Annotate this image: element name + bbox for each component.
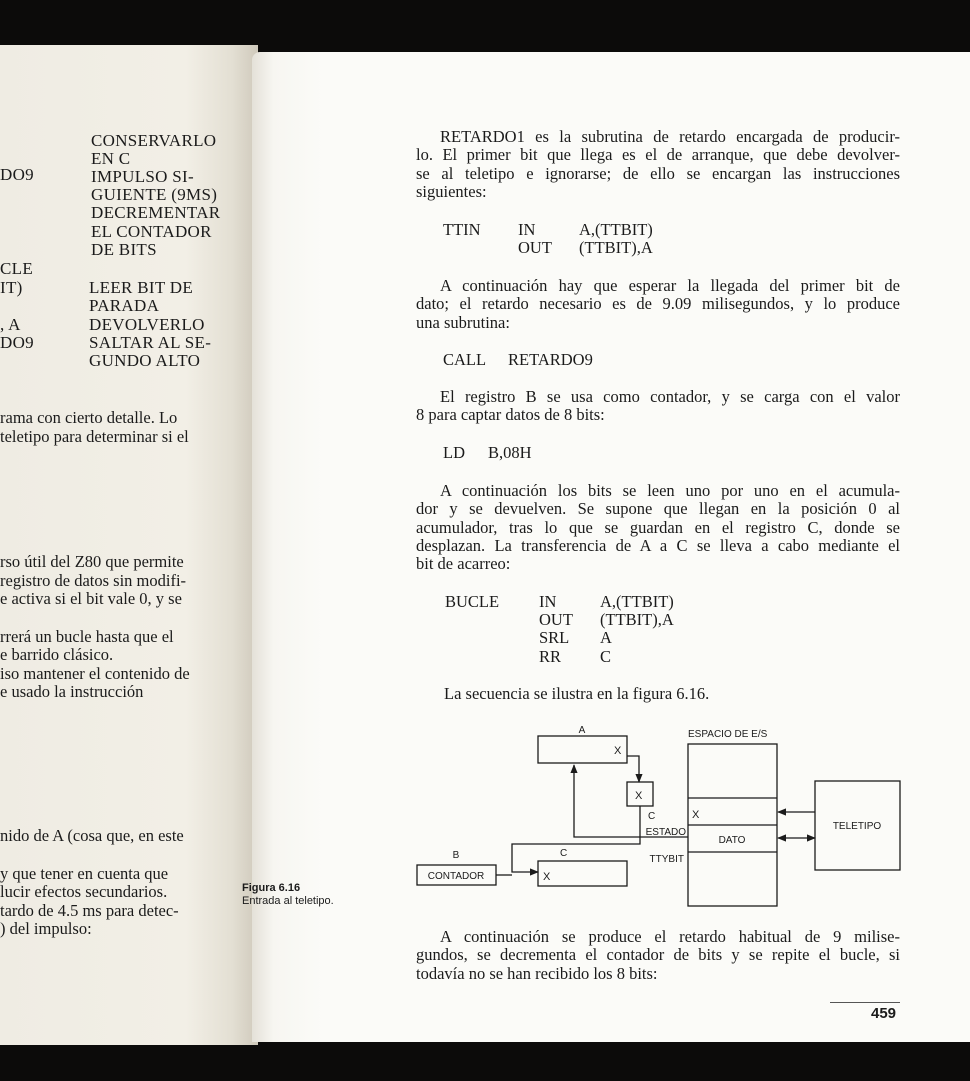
code-arg: (TTBIT),A (600, 610, 674, 629)
paragraph-5: La secuencia se ilustra en la figura 6.16. (444, 684, 710, 703)
code-comment: DE BITS (91, 240, 157, 259)
body-text-line: tardo de 4.5 ms para detec- (0, 901, 179, 920)
code-op: IN (518, 220, 536, 239)
code-arg: B,08H (488, 443, 532, 462)
ttybit-label: TTYBIT (649, 854, 684, 865)
body-text-line: registro de datos sin modifi- (0, 571, 187, 590)
code-op: OUT (518, 238, 552, 257)
contador-label: CONTADOR (427, 871, 485, 882)
body-text-line: teletipo para determinar si el (0, 427, 189, 446)
code-comment: EN C (91, 149, 131, 168)
register-a-label: A (578, 725, 586, 736)
paragraph-4: A continuación los bits se leen uno por uno en el acumula- dor y se devuelven. Se supone que llegan en la posición 0 al acumulador, tras lo que se guardan en el registro C, donde se desplazan. La transferencia de A a C se lleva a cabo mediante el bit de acarreo: (416, 481, 900, 574)
code-op: IN (539, 592, 557, 611)
code-op: OUT (539, 610, 573, 629)
code-arg: (TTBIT),A (579, 238, 653, 257)
code-comment: GUIENTE (9MS) (91, 185, 218, 204)
code-label: TTIN (443, 220, 481, 239)
body-text-line: e usado la instrucción (0, 682, 144, 701)
code-arg: A,(TTBIT) (600, 592, 674, 611)
body-text-line: rrerá un bucle hasta que el (0, 627, 174, 646)
carry-bit-x: X (635, 790, 643, 802)
code-comment: DECREMENTAR (91, 203, 221, 222)
figure-caption (242, 882, 334, 908)
register-b-label: B (452, 850, 460, 861)
register-c-box (538, 861, 627, 886)
teletipo-label: TELETIPO (832, 821, 882, 832)
code-op: CALL (443, 350, 487, 369)
body-text-line: ) del impulso: (0, 919, 92, 938)
code-op: RR (539, 647, 562, 666)
estado-label: ESTADO (645, 827, 686, 838)
body-text-line: rama con cierto detalle. Lo (0, 408, 178, 427)
io-bit-x: X (692, 809, 700, 821)
code-label: DO9 (0, 165, 34, 184)
body-text-line: rso útil del Z80 que permite (0, 552, 184, 571)
code-comment: SALTAR AL SE- (89, 333, 212, 352)
io-space-label: ESPACIO DE E/S (688, 729, 768, 740)
paragraph-3: El registro B se usa como contador, y se carga con el valor 8 para captar datos de 8 bits: (416, 387, 900, 425)
figure-caption-text: Entrada al teletipo. (242, 895, 334, 907)
code-label: DO9 (0, 333, 34, 352)
code-comment: IMPULSO SI- (91, 167, 194, 186)
paragraph-1: RETARDO1 es la subrutina de retardo encargada de producir- lo. El primer bit que llega es el de arranque, que debe devolver- se al teletipo e ignorarse; de ello se encargan las instrucciones siguientes: (416, 127, 900, 201)
left-page (0, 45, 258, 1045)
figure-caption-label: Figura 6.16 (242, 882, 301, 894)
right-page (242, 52, 970, 1042)
register-c-label: C (560, 848, 568, 859)
code-op: LD (443, 443, 465, 462)
code-comment: EL CONTADOR (91, 222, 212, 241)
body-text-line: y que tener en cuenta que (0, 864, 169, 883)
paragraph-6: A continuación se produce el retardo habitual de 9 milise- gundos, se decrementa el contador de bits y se repite el bucle, si todavía no se han recibido los 8 bits: (416, 927, 900, 983)
code-label: BUCLE (445, 592, 500, 611)
dato-label: DATO (718, 835, 746, 846)
figure-diagram (416, 722, 906, 962)
code-comment: PARADA (89, 296, 160, 315)
code-label: , A (0, 315, 21, 334)
page-number: 459 (871, 1005, 897, 1022)
body-text-line: nido de A (cosa que, en este (0, 826, 184, 845)
body-text-line: e activa si el bit vale 0, y se (0, 589, 182, 608)
code-comment: LEER BIT DE (89, 278, 194, 297)
code-comment: GUNDO ALTO (89, 351, 201, 370)
code-arg: RETARDO9 (508, 350, 593, 369)
code-arg: A (600, 628, 612, 647)
code-label: CLE (0, 259, 34, 278)
code-label: IT) (0, 278, 23, 297)
code-comment: DEVOLVERLO (89, 315, 205, 334)
code-arg: A,(TTBIT) (579, 220, 653, 239)
body-text-line: e barrido clásico. (0, 645, 114, 664)
footer-rule (830, 1002, 900, 1003)
paragraph-2: A continuación hay que esperar la llegada del primer bit de dato; el retardo necesario es de 9.09 milisegundos, y lo produce una subrutina: (416, 276, 900, 332)
register-a-bit-x: X (614, 745, 622, 757)
code-op: SRL (539, 628, 570, 647)
code-arg: C (600, 647, 612, 666)
carry-label: C (648, 811, 656, 822)
body-text-line: iso mantener el contenido de (0, 664, 190, 683)
body-text-line: lucir efectos secundarios. (0, 882, 168, 901)
code-comment: CONSERVARLO (91, 131, 217, 150)
register-c-bit-x: X (543, 871, 551, 883)
